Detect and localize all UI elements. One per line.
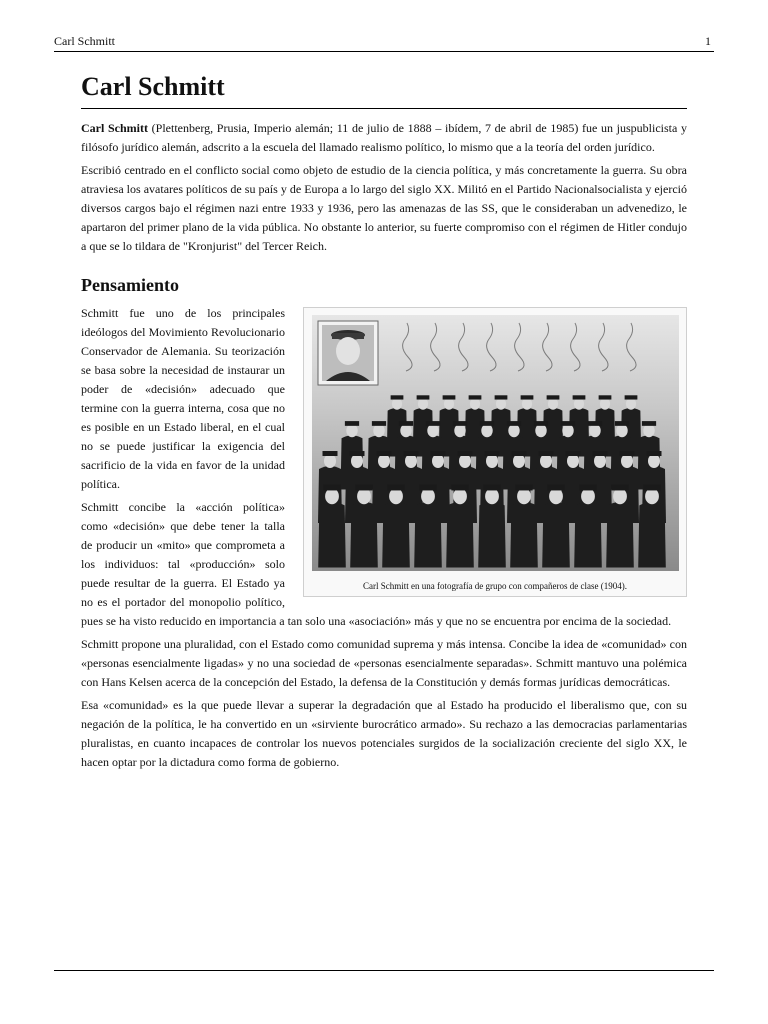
lead-name: Carl Schmitt [81,121,148,135]
class-group-photo[interactable] [312,315,679,571]
page-number: 1 [705,34,711,48]
section-heading-pensamiento[interactable]: Pensamiento [81,275,179,295]
page-title: Carl Schmitt [81,68,687,109]
lead-text: (Plettenberg, Prusia, Imperio alemán; 11 de julio de 1888 – ibídem, 7 de abril de 1985) fue un juspublicista y filósofo jurídico alemán, adscrito a la escuela del llamado realismo político, lo mismo que a la teoría del orden jurídico. [81,121,687,154]
section-paragraph-1: Schmitt fue uno de los principales ideólogos del Movimiento Revolucionario Conservador de Alemania. Su teorización se basa sobre la necesidad de instaurar un poder de «decisión» adecuado que termine con la guerra interna, cosa que no es posible en un Estado liberal, en el cual no se puede justificar la exigencia del sacrificio de la vida en favor de la unidad política. [81,306,285,491]
section-paragraph-2: Schmitt concibe la «acción política» como «decisión» que debe tener la talla de producir un «mito» que comprometa a los individuos: tal «producción» solo puede resultar de la guerra. El Estado ya no es el portador del monopolio político, pues se ha visto reducido en importancia a tan solo una «asociación» más y que no se encuentra por encima de la sociedad. [81,500,672,628]
footer-rule [54,970,714,971]
running-title: Carl Schmitt [54,34,115,48]
inset-portrait [318,321,378,385]
article-content [81,68,687,772]
intro-paragraph-2: Escribió centrado en el conflicto social como objeto de estudio de la ciencia política, y más concretamente la guerra. Su obra atraviesa los avatares políticos de su país y de Europa a lo largo del siglo XX. Militó en el Partido Nacionalsocialista y ejerció diversos cargos bajo el régimen nazi entre 1933 y 1936, pero las amenazas de las SS, que le consideraban un advenedizo, le apartaron del primer plano de la vida pública. No obstante lo anterior, su fuerte compromiso con el régimen de Hitler condujo a que se lo tildara de "Kronjurist" del Tercer Reich. [81,163,687,253]
lead-paragraph [81,119,687,157]
group-photo-figure[interactable] [303,307,687,597]
figure-caption: Carl Schmitt en una fotografía de grupo con compañeros de clase (1904). [363,581,627,591]
running-header [54,34,714,52]
photo-illustration [312,315,679,571]
section-paragraph-3: Schmitt propone una pluralidad, con el Estado como comunidad suprema y más intensa. Concibe la idea de «comunidad» con «personas esencialmente ligadas» y no una sociedad de «personas esencialmente separadas». Schmitt mantuvo una polémica con Hans Kelsen acerca de la concepción del Estado, la defensa de la Constitución y demás formas jurídicas democráticas. [81,637,687,689]
section-paragraph-4: Esa «comunidad» es la que puede llevar a superar la degradación que al Estado ha producido el liberalismo que, con su negación de la política, le ha convertido en un «sirviente burocrático armado». Su rechazo a las democracias parlamentarias pluralistas, en cuanto incapaces de controlar los nuevos potenciales surgidos de la socialización creciente del siglo XX, le hacen optar por la dictadura como forma de gobierno. [81,698,687,769]
